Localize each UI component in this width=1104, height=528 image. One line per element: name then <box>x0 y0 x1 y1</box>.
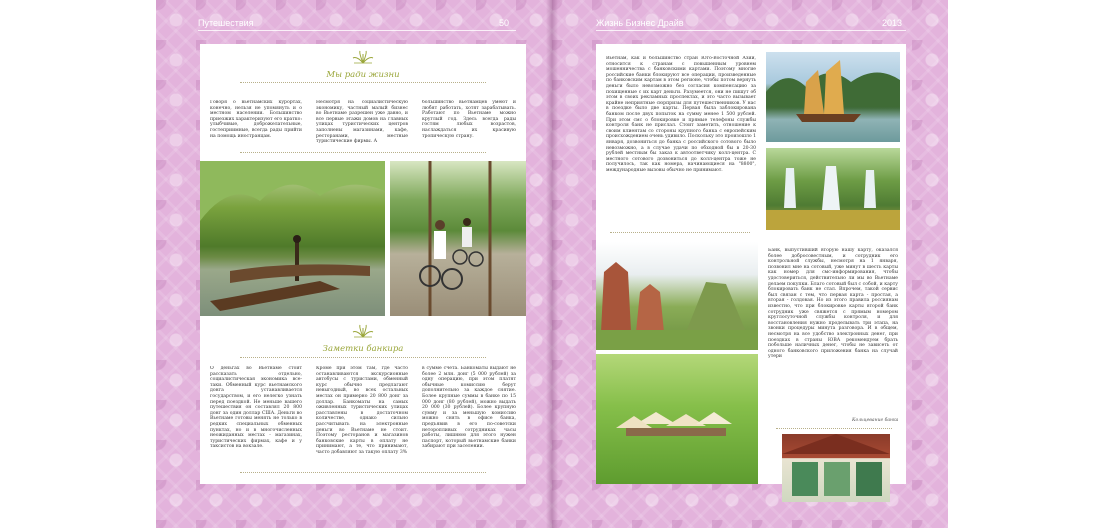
text-column: О деньгах во Вьетнаме стоит рассказать отдельно, социалистическая экономика все-таки. Обменный курс вьетнамского донга устанавливается государством, и его нелегко узнать перед поездкой. Не меньше вашего путешествия он составлял 20 800 донг за один доллар США. Деньги во Вьетнаме готовы менять не только в редких специальных обменных пунктах, но и в многочисленных неожиданных местах - магазинах, туристических фирмах, кафе и у таксистов на вокзале. <box>210 366 302 450</box>
spine-shadow <box>546 0 558 528</box>
header-rule <box>198 30 516 31</box>
right-page <box>552 0 948 528</box>
river-boats-photo <box>200 161 385 316</box>
text-column: большинство вьетнамцев умеют и любят работать, хотят зарабатывать. Работают по Вьетнаме можно круглый год. Здесь всегда рады гостям любых возрастов, наслаждаться их красивую тропическую страну. <box>422 100 516 139</box>
divider <box>240 152 486 153</box>
divider <box>776 428 892 429</box>
text-column: в сумме счета. Банкоматы выдают не более 2 млн. донг (5 000 рублей) за одну операцию, при этом платят обычные комиссию берут дополнительно за каждое снятие. Более крупные суммы в банке по 15 000 донг (80 рублей), можно выдать 20 000 (30 рублей). Более крупную сумму и за меньшую комиссию можно снять в офисе банка, предъявив в его по-советски неторопливых сотрудниках часы работы, лишнюю для этого нужен паспорт, который вьетнамские банки забирают при заселении. <box>422 366 516 450</box>
header-rule <box>596 30 906 31</box>
magazine-spread <box>156 0 948 528</box>
text-column: Банк, выпустивший вторую нашу карту, оказался более добросовестным, и сотрудник его контрольной службы, несмотря на 1 января, позвонил мне на сотовый, уже минут в шесть карты как номер для смс-информирования, чтобы удостовериться, действительно ли мы во Вьетнаме делаем покупки. Благо сотовый был с собой, и карту блокировать банк не стал. Впрочем, такой сервис был связан с тем, что первая карта - простая, а вторая - голдовая. Но из этого правила россиянам известно, что при блокировке карты второй банк сотрудник уже свяжется с прямым номером круглосуточной службы контроля, и для восстановления нужно проделывать три этапа, на звонки процедуры минута разговора. И в общем, несмотря на все удобство электронных денег, при поездках в страны ЮВА рекомендуем брать побольше наличных денег, чтобы не зависеть от одного банковского приложения банка на случай утери <box>768 248 898 360</box>
content-panel <box>200 44 526 484</box>
section-title: Мы ради жизни <box>326 70 400 80</box>
junk-boat-photo <box>766 52 900 142</box>
leaf-ornament-icon <box>351 50 375 64</box>
text-column: Несмотря на социалистическую экономику, частный малый бизнес во Вьетнаме разрешен уже давно, и все первые этажи домов на главных улицах туристических центров заполнены магазинами, кафе, ресторанами, местные туристические фирмы. А <box>316 100 408 145</box>
divider <box>240 357 486 358</box>
content-panel <box>596 44 906 484</box>
left-page <box>156 0 552 528</box>
rice-field-photo <box>596 354 758 484</box>
cyclists-photo <box>390 161 526 316</box>
shop-photo <box>782 434 890 502</box>
divider <box>610 232 750 233</box>
waterfall-photo <box>766 148 900 230</box>
text-column: Кроме при этом там, где часто останавливаются экскурсионные автобусы с туристами, обменный курс обычно предлагают невыгодный, во всех остальных местах он примерно 20 800 донг за доллар. Банкоматы на самых оживленных туристических улицах расставлены в достаточном количестве, однако сильно рассчитывать на электронные деньги во Вьетнаме не стоит. Поэтому ресторанов и магазинов банковские карты в оплату не принимают, а те, что принимают, часто добавляют за такую оплату 3% <box>316 366 408 455</box>
leaf-ornament-icon <box>351 324 375 338</box>
page-number: 50 <box>499 18 510 28</box>
temple-ruins-photo <box>596 242 758 350</box>
divider <box>240 82 486 83</box>
photo-caption: Кольцевание банка <box>852 418 899 423</box>
text-column: Говоря о вьетнамских курортах, конечно, нельзя не упомянуть и о местном населении. Большинство приезжих характеризуют его кратко: улыбчивые, доброжелательные, гостеприимные, всегда рады прийти на помощь иностранцам. <box>210 100 302 139</box>
text-column: Вьетнам, как и большинство стран Юго-Восточной Азии, относится к странам с повышенным уровнем мошенничества с банковскими картами. Поэтому многие российские банки блокируют все операции, произведенные по банковским картам в этом регионе, чтобы потом вернуть деньги было невозможно без согласия компенсацию за похищенные с их карт деньги. Разумеется, они не пишут об этом в своих рекламных проспектах, и это часто вызывает крайне неприятные сюрпризы для путешественников. У нас в поездке было две карты. Первая была заблокирована банком после двух попыток на сумму менее 1 500 рублей. При этом смс о блокировке и прямые телефоны службы контроля банк не прислал. Стоит заметить, отношение к своим клиентам со стороны крупного банка с европейским происхождением очень удивило. Поскольку это произошло 1 января, дозвониться до банка с российского сотового было невозможно, а в случае удачи по обходной бы в 20-30 рублей местным бы заказ к автоответчику колл-центра. С местного сотового дозвониться до колл-центра тоже не получилось, так как номера, начинающиеся на "8800", международные вызовы обычно не принимают. <box>606 56 756 173</box>
divider <box>240 472 486 473</box>
page-section-title: Путешествия <box>198 18 254 28</box>
page-number: 2013 <box>882 18 903 28</box>
page-section-title: Жизнь Бизнес Драйв <box>596 18 684 28</box>
section-title: Заметки банкира <box>322 344 404 354</box>
